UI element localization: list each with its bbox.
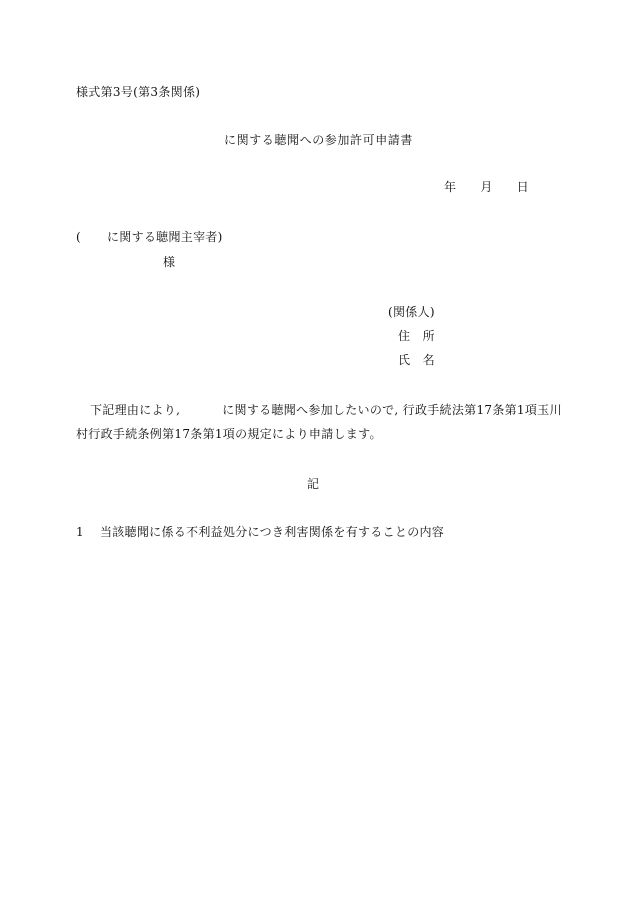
organizer-line xyxy=(76,231,223,243)
honorific: 様 xyxy=(163,255,176,269)
month-label: 月 xyxy=(480,180,493,194)
name-label: 氏 名 xyxy=(398,353,435,367)
date-line xyxy=(444,181,529,193)
ki-heading: 記 xyxy=(307,477,320,491)
form-number: 様式第3号(第3条関係) xyxy=(76,85,201,99)
document-title: に関する聴聞への参加許可申請書 xyxy=(224,133,414,147)
body-line-2: 村行政手続条例第17条第1項の規定により申請します。 xyxy=(76,427,382,441)
address-label: 住 所 xyxy=(398,329,435,343)
day-label: 日 xyxy=(516,180,529,194)
body-line-1 xyxy=(90,404,562,416)
party-label: (関係人) xyxy=(388,305,435,319)
year-label: 年 xyxy=(444,180,457,194)
list-item xyxy=(76,526,444,538)
item-text: 当該聴聞に係る不利益処分につき利害関係を有することの内容 xyxy=(99,525,445,539)
organizer-open-paren: ( xyxy=(76,230,81,244)
body-line-1-suffix: に関する聴聞へ参加したいので, 行政手続法第17条第1項玉川 xyxy=(222,403,562,417)
body-line-1-prefix: 下記理由により, xyxy=(90,403,181,417)
item-number: 1 xyxy=(76,525,84,539)
organizer-text: に関する聴聞主宰者) xyxy=(106,230,223,244)
